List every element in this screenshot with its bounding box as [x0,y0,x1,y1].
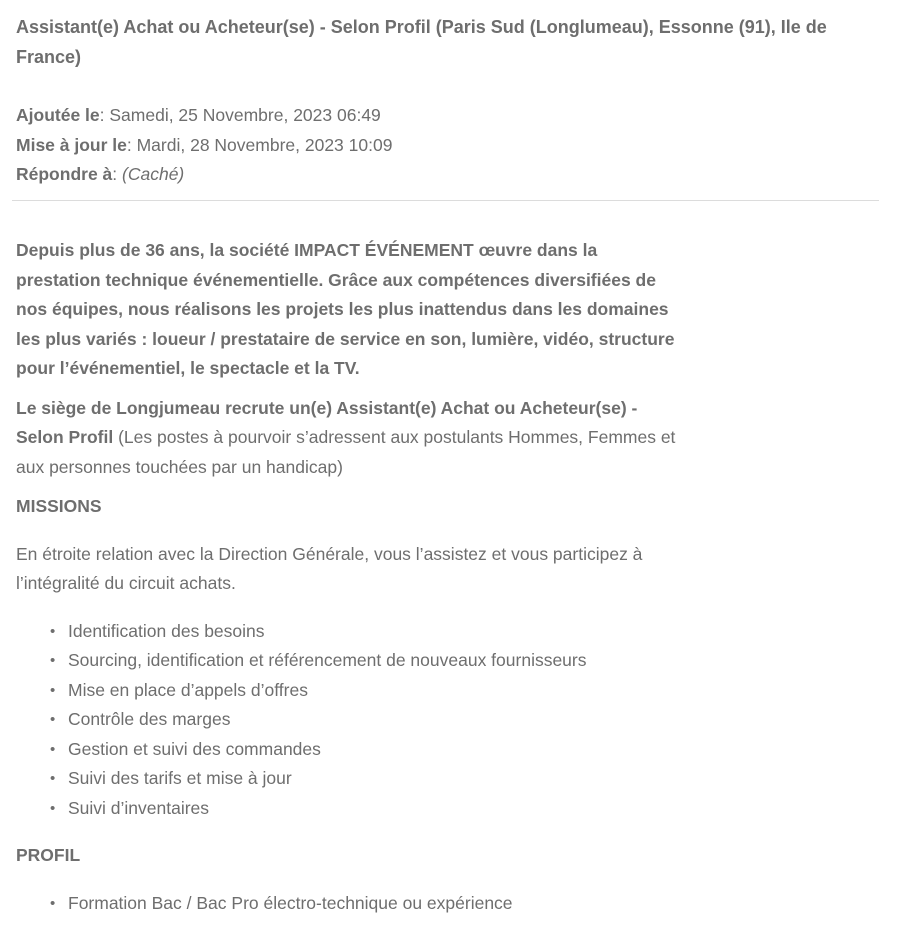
meta-reply [16,160,876,190]
recruit-bold: Le siège de Longjumeau recrute un(e) Assistant(e) Achat ou Acheteur(se) - Selon Profil [16,397,638,447]
reply-separator: : [112,164,123,184]
job-description [16,236,676,931]
meta-updated [16,131,876,161]
list-item: • Contrôle des marges [68,705,676,735]
recruit-paragraph [16,394,676,483]
list-item: • Suivi des tarifs et mise à jour [68,764,676,794]
list-item: • Gestion et suivi des commandes [68,735,676,765]
list-item: • Mise en place d’appels d’offres [68,676,676,706]
list-item: • Identification des besoins [68,617,676,647]
recruit-rest: (Les postes à pourvoir s’adressent aux postulants Hommes, Femmes et aux personnes touchées par un handicap) [16,427,676,477]
meta-added [16,101,876,131]
missions-heading: MISSIONS [16,496,102,516]
list-item: • Formation Bac / Bac Pro électro-technique ou expérience [68,889,676,919]
job-title: Assistant(e) Achat ou Acheteur(se) - Selon Profil (Paris Sud (Longlumeau), Essonne (91), Ile de France) [16,17,827,67]
added-label: Ajoutée le [16,105,100,125]
missions-intro: En étroite relation avec la Direction Générale, vous l’assistez et vous participez à l’intégralité du circuit achats. [16,543,643,593]
missions-list [16,617,676,824]
list-item: • Sourcing, identification et référencement de nouveaux fournisseurs [68,646,676,676]
reply-value: (Caché) [122,164,185,184]
divider [12,200,879,201]
profil-list [16,889,676,919]
updated-value: : Mardi, 28 Novembre, 2023 10:09 [126,134,393,155]
job-meta [16,101,876,190]
profil-heading: PROFIL [16,845,81,865]
intro-paragraph: Depuis plus de 36 ans, la société IMPACT ÉVÉNEMENT œuvre dans la prestation technique événementielle. Grâce aux compétences diversifiées de nos équipes, nous réalisons les projets les plus inattendus dans les domaines les plus variés : loueur / prestataire de service en son, lumière, vidéo, structure pour l’événementiel, le spectacle et la TV. [16,240,675,378]
list-item: • Suivi d’inventaires [68,794,676,824]
reply-label: Répondre à [16,164,113,184]
added-value: : Samedi, 25 Novembre, 2023 06:49 [99,105,381,125]
updated-label: Mise à jour le [16,134,127,155]
